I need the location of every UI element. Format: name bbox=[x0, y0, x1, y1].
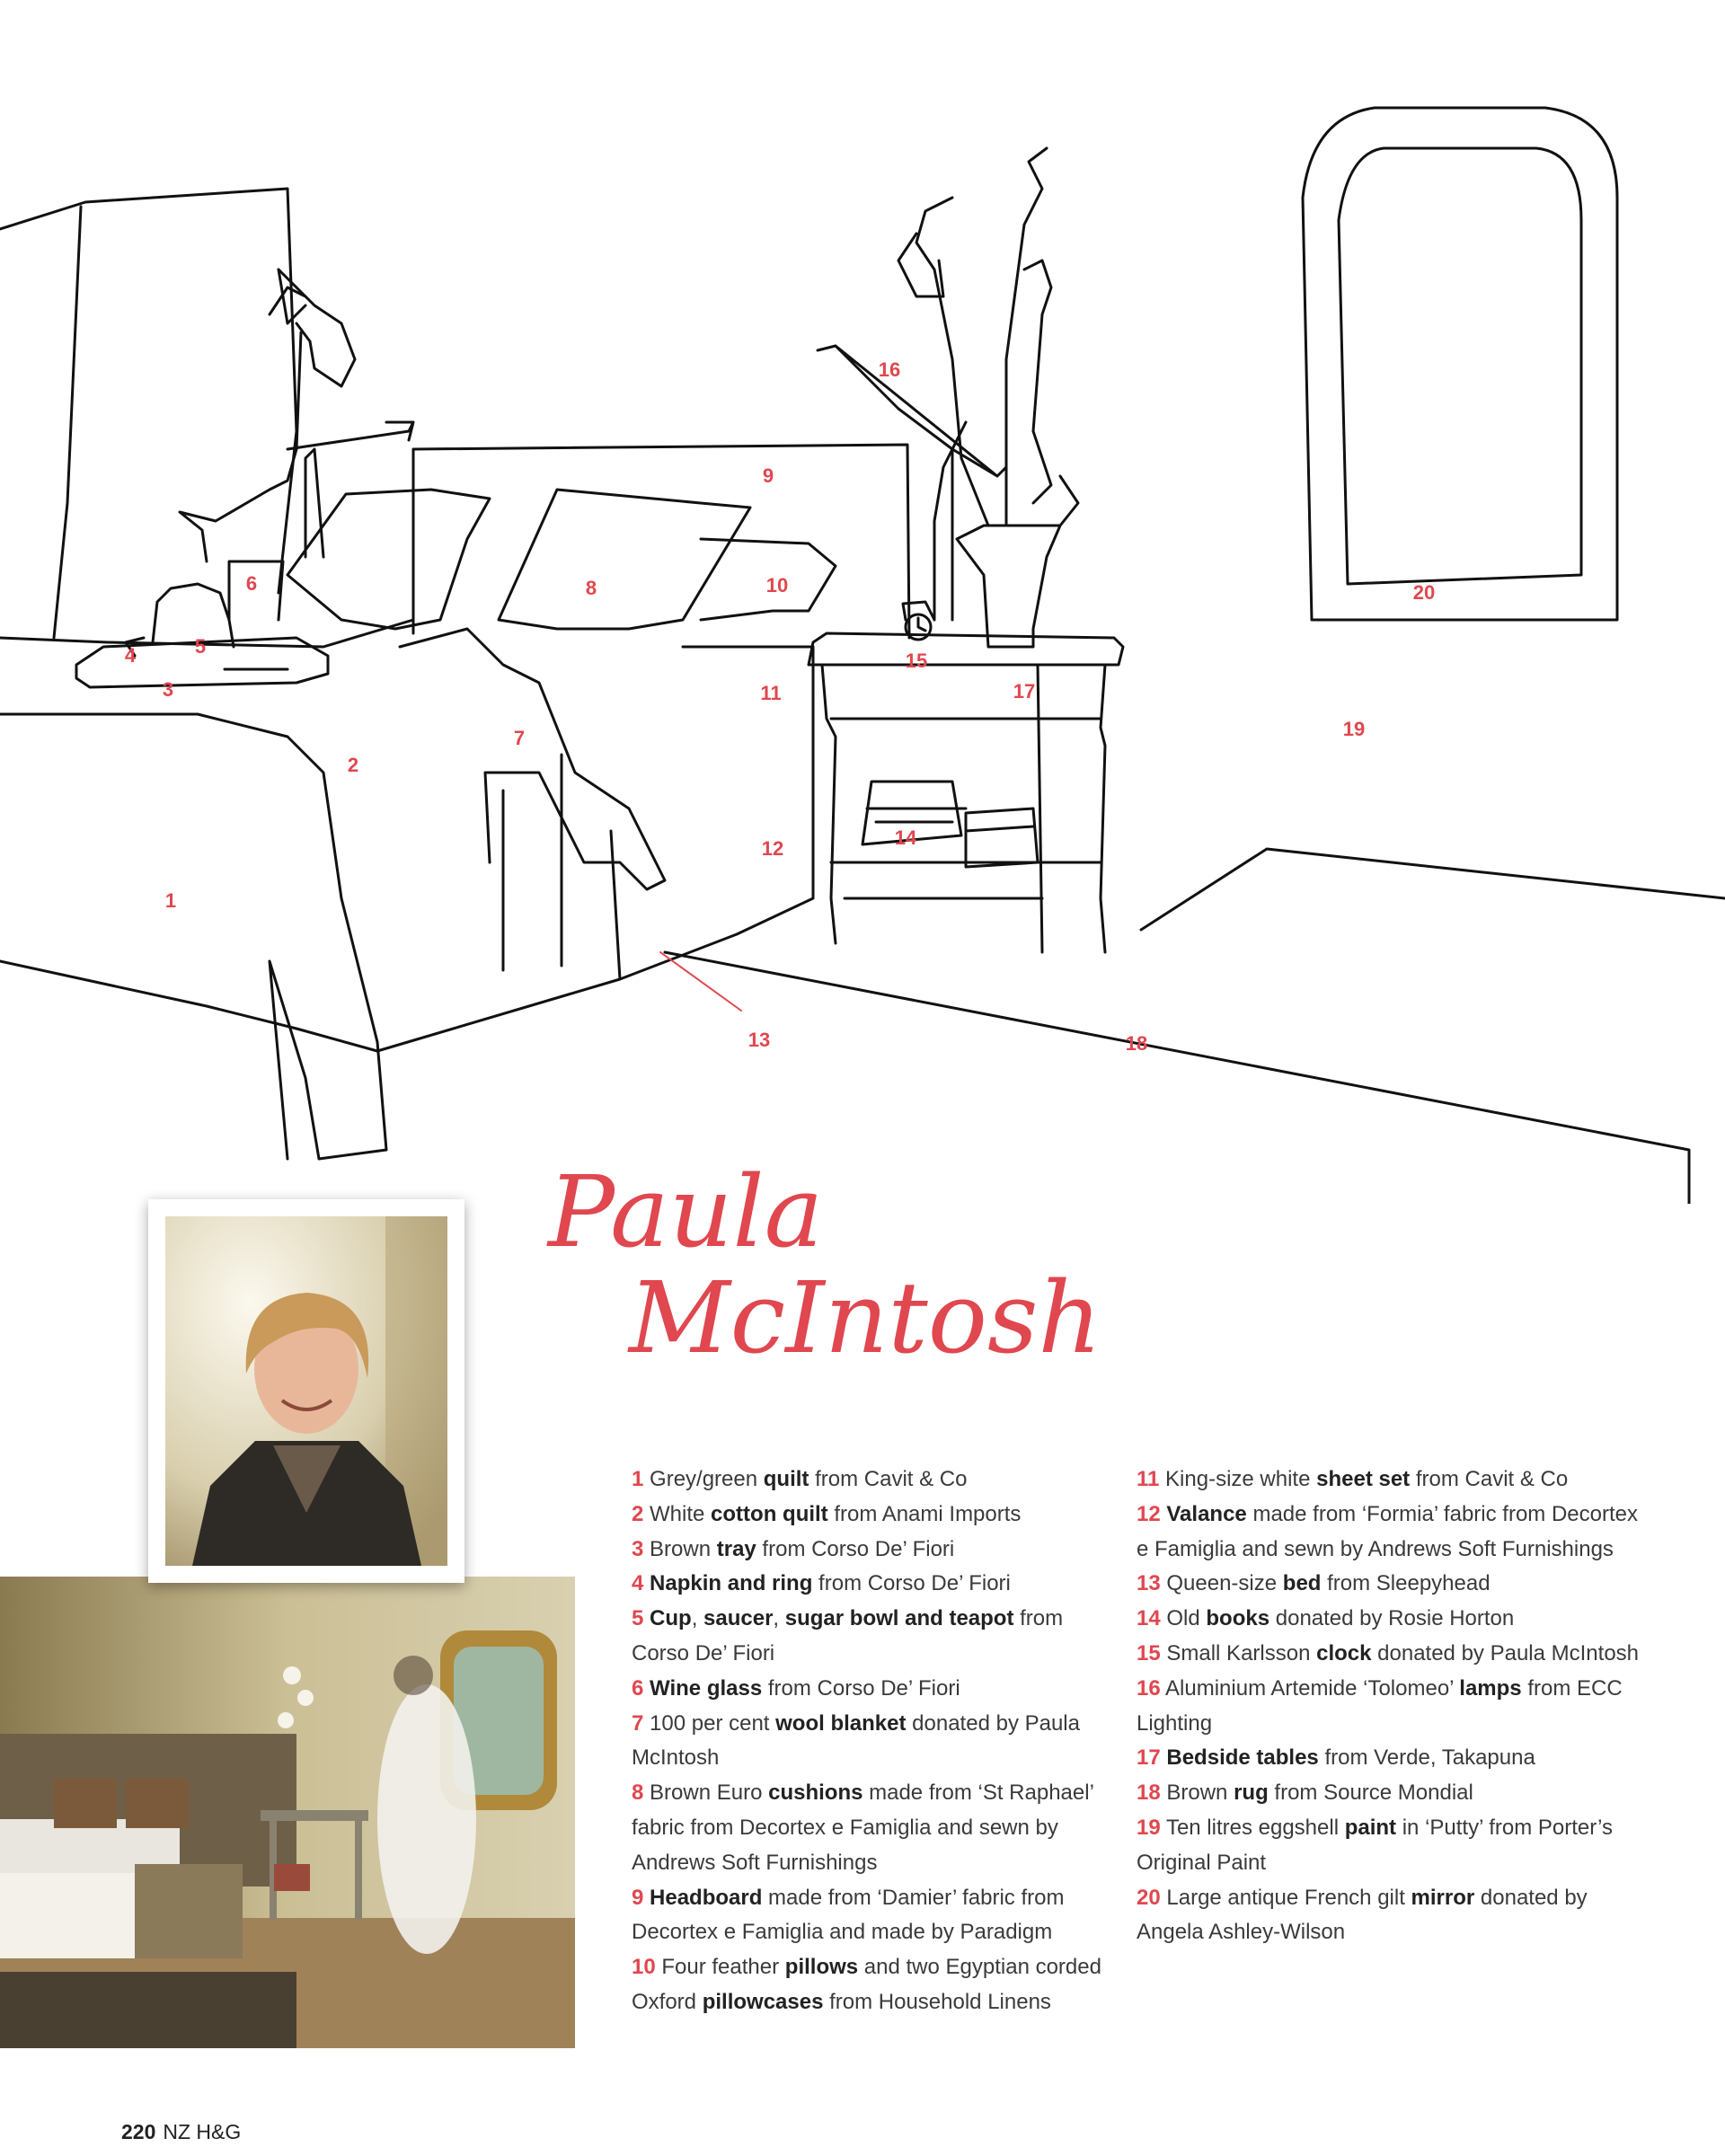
credit-number: 5 bbox=[632, 1606, 644, 1631]
label-2: 2 bbox=[347, 754, 359, 776]
credit-text: in ‘Putty’ from Porter’s Original Paint bbox=[1137, 1815, 1614, 1875]
credit-text: from Cavit & Co bbox=[1410, 1467, 1569, 1491]
label-13: 13 bbox=[748, 1029, 771, 1051]
credit-item-name: sugar bowl and teapot bbox=[784, 1606, 1014, 1631]
credit-item-name: Wine glass bbox=[650, 1675, 763, 1701]
label-17: 17 bbox=[1013, 680, 1036, 702]
title-last-name: McIntosh bbox=[629, 1260, 1102, 1375]
credit-text: donated by Paula McIntosh bbox=[632, 1710, 1080, 1771]
credit-number: 7 bbox=[632, 1710, 644, 1736]
credit-text: made from ‘Formia’ fabric from Decortex e Famiglia and sewn by Andrews Soft Furnishings bbox=[1137, 1501, 1638, 1561]
credit-item bbox=[632, 1707, 1117, 1777]
title-first-name: Paula bbox=[548, 1154, 824, 1269]
credit-number: 8 bbox=[632, 1780, 644, 1806]
credit-text: Brown bbox=[1166, 1780, 1234, 1806]
label-1: 1 bbox=[164, 889, 177, 912]
credit-item-name: pillowcases bbox=[702, 1989, 824, 2014]
credit-item bbox=[632, 1602, 1117, 1672]
credit-item bbox=[1137, 1811, 1640, 1881]
credit-item-name: clock bbox=[1316, 1640, 1372, 1666]
credit-item-name: Headboard bbox=[650, 1885, 763, 1910]
credit-text: 100 per cent bbox=[650, 1710, 776, 1736]
label-10: 10 bbox=[765, 574, 789, 596]
credits-column-right bbox=[1137, 1462, 1640, 1950]
credit-item bbox=[632, 1462, 1117, 1498]
credit-text: from ECC Lighting bbox=[1137, 1675, 1623, 1736]
credit-text: from Cavit & Co bbox=[809, 1467, 968, 1491]
credit-text: from Corso De’ Fiori bbox=[762, 1675, 960, 1701]
credit-text: from Corso De’ Fiori bbox=[812, 1571, 1011, 1596]
credit-text: White bbox=[650, 1501, 712, 1526]
credit-text: from Source Mondial bbox=[1268, 1780, 1473, 1806]
credit-text: made from ‘St Raphael’ fabric from Decortex e Famiglia and sewn by Andrews Soft Furnishings bbox=[632, 1780, 1094, 1875]
credit-item-name: tray bbox=[716, 1536, 756, 1561]
credit-number: 15 bbox=[1137, 1640, 1161, 1666]
credits-column-left bbox=[632, 1462, 1117, 2020]
credit-item bbox=[1137, 1672, 1640, 1742]
credit-item-name: Cup bbox=[650, 1606, 692, 1631]
magazine-name: NZ H&G bbox=[163, 2120, 242, 2143]
credit-text: King-size white bbox=[1165, 1467, 1317, 1491]
credit-item-name: rug bbox=[1234, 1780, 1269, 1806]
label-9: 9 bbox=[762, 464, 774, 487]
credit-text: Old bbox=[1166, 1606, 1207, 1631]
credit-text: from Verde, Takapuna bbox=[1318, 1745, 1535, 1771]
credit-item bbox=[632, 1881, 1117, 1951]
credit-item bbox=[632, 1533, 1117, 1568]
credit-number: 14 bbox=[1137, 1606, 1161, 1631]
credit-item bbox=[632, 1498, 1117, 1533]
credit-number: 4 bbox=[632, 1571, 644, 1596]
credit-number: 9 bbox=[632, 1885, 644, 1910]
credit-item bbox=[1137, 1741, 1640, 1776]
label-18: 18 bbox=[1125, 1032, 1148, 1055]
label-8: 8 bbox=[585, 577, 597, 599]
credit-item-name: paint bbox=[1344, 1815, 1397, 1840]
credit-number: 18 bbox=[1137, 1780, 1161, 1806]
credit-text: donated by Angela Ashley-Wilson bbox=[1137, 1885, 1588, 1945]
label-12: 12 bbox=[761, 837, 784, 860]
credit-item bbox=[1137, 1462, 1640, 1498]
credit-number: 11 bbox=[1137, 1467, 1160, 1491]
credit-number: 13 bbox=[1137, 1571, 1161, 1596]
credit-item bbox=[1137, 1602, 1640, 1637]
credit-text: Queen-size bbox=[1166, 1571, 1283, 1596]
label-16: 16 bbox=[878, 358, 901, 381]
credit-number: 20 bbox=[1137, 1885, 1161, 1910]
credit-text: donated by Rosie Horton bbox=[1269, 1606, 1515, 1631]
credit-text: Large antique French gilt bbox=[1166, 1885, 1411, 1910]
credit-item-name: Napkin and ring bbox=[650, 1571, 813, 1596]
credit-text: from Corso De’ Fiori bbox=[632, 1606, 1064, 1666]
credit-number: 2 bbox=[632, 1501, 644, 1526]
credit-item bbox=[1137, 1637, 1640, 1672]
credit-item bbox=[632, 1950, 1117, 2020]
credit-text: and two Egyptian corded Oxford bbox=[632, 1955, 1101, 2014]
credit-text: , bbox=[773, 1606, 785, 1631]
label-14: 14 bbox=[894, 826, 917, 849]
credit-item-name: cotton quilt bbox=[711, 1501, 828, 1526]
credit-item-name: sheet set bbox=[1316, 1467, 1411, 1491]
credit-item-name: saucer bbox=[703, 1606, 774, 1631]
credit-text: donated by Paula McIntosh bbox=[1371, 1640, 1640, 1666]
credit-text: from Anami Imports bbox=[827, 1501, 1022, 1526]
label-11: 11 bbox=[760, 682, 782, 704]
credit-text: Small Karlsson bbox=[1166, 1640, 1317, 1666]
credit-text: Four feather bbox=[661, 1955, 785, 1980]
credit-number: 1 bbox=[632, 1467, 644, 1491]
label-6: 6 bbox=[245, 572, 258, 595]
credit-item-name: Bedside tables bbox=[1166, 1745, 1319, 1771]
credit-text: Ten litres eggshell bbox=[1165, 1815, 1345, 1840]
credit-text: Aluminium Artemide ‘Tolomeo’ bbox=[1165, 1675, 1460, 1701]
credit-item-name: wool blanket bbox=[775, 1710, 907, 1736]
page-title bbox=[548, 1154, 1102, 1375]
credit-text: made from ‘Damier’ fabric from Decortex e Famiglia and made by Paradigm bbox=[632, 1885, 1065, 1945]
credit-number: 16 bbox=[1137, 1675, 1161, 1701]
credit-text: from Household Linens bbox=[823, 1989, 1051, 2014]
label-19: 19 bbox=[1342, 718, 1366, 740]
credit-item-name: pillows bbox=[784, 1955, 859, 1980]
portrait-photo bbox=[165, 1216, 447, 1566]
credit-item bbox=[1137, 1776, 1640, 1811]
credit-text: Brown Euro bbox=[650, 1780, 769, 1806]
credit-item-name: bed bbox=[1282, 1571, 1322, 1596]
credit-item-name: Valance bbox=[1166, 1501, 1247, 1526]
credit-item-name: lamps bbox=[1459, 1675, 1522, 1701]
credit-number: 17 bbox=[1137, 1745, 1161, 1771]
label-7: 7 bbox=[513, 727, 526, 749]
label-5: 5 bbox=[194, 635, 207, 658]
page-number: 220 bbox=[121, 2120, 156, 2143]
credit-item bbox=[1137, 1498, 1640, 1568]
credit-number: 3 bbox=[632, 1536, 644, 1561]
page-footer bbox=[121, 2120, 241, 2144]
credit-number: 19 bbox=[1137, 1815, 1161, 1840]
label-3: 3 bbox=[162, 678, 174, 701]
credit-item bbox=[632, 1776, 1117, 1880]
credit-item-name: books bbox=[1206, 1606, 1270, 1631]
credit-item bbox=[1137, 1881, 1640, 1951]
credit-item bbox=[632, 1567, 1117, 1602]
credit-item bbox=[1137, 1567, 1640, 1602]
credit-text: Grey/green bbox=[650, 1467, 764, 1491]
credit-item-name: mirror bbox=[1411, 1885, 1475, 1910]
label-15: 15 bbox=[905, 649, 928, 672]
credit-item bbox=[632, 1672, 1117, 1707]
credit-text: from Sleepyhead bbox=[1321, 1571, 1491, 1596]
label-4: 4 bbox=[124, 644, 137, 667]
credit-text: Brown bbox=[650, 1536, 717, 1561]
credit-number: 10 bbox=[632, 1955, 656, 1980]
portrait-frame bbox=[148, 1199, 464, 1583]
credit-number: 6 bbox=[632, 1675, 644, 1701]
credit-number: 12 bbox=[1137, 1501, 1161, 1526]
credit-item-name: quilt bbox=[763, 1467, 809, 1491]
credit-item-name: cushions bbox=[768, 1780, 863, 1806]
bedroom-photo bbox=[0, 1577, 575, 2048]
label-20: 20 bbox=[1412, 581, 1436, 604]
credit-text: , bbox=[691, 1606, 704, 1631]
credit-text: from Corso De’ Fiori bbox=[756, 1536, 955, 1561]
